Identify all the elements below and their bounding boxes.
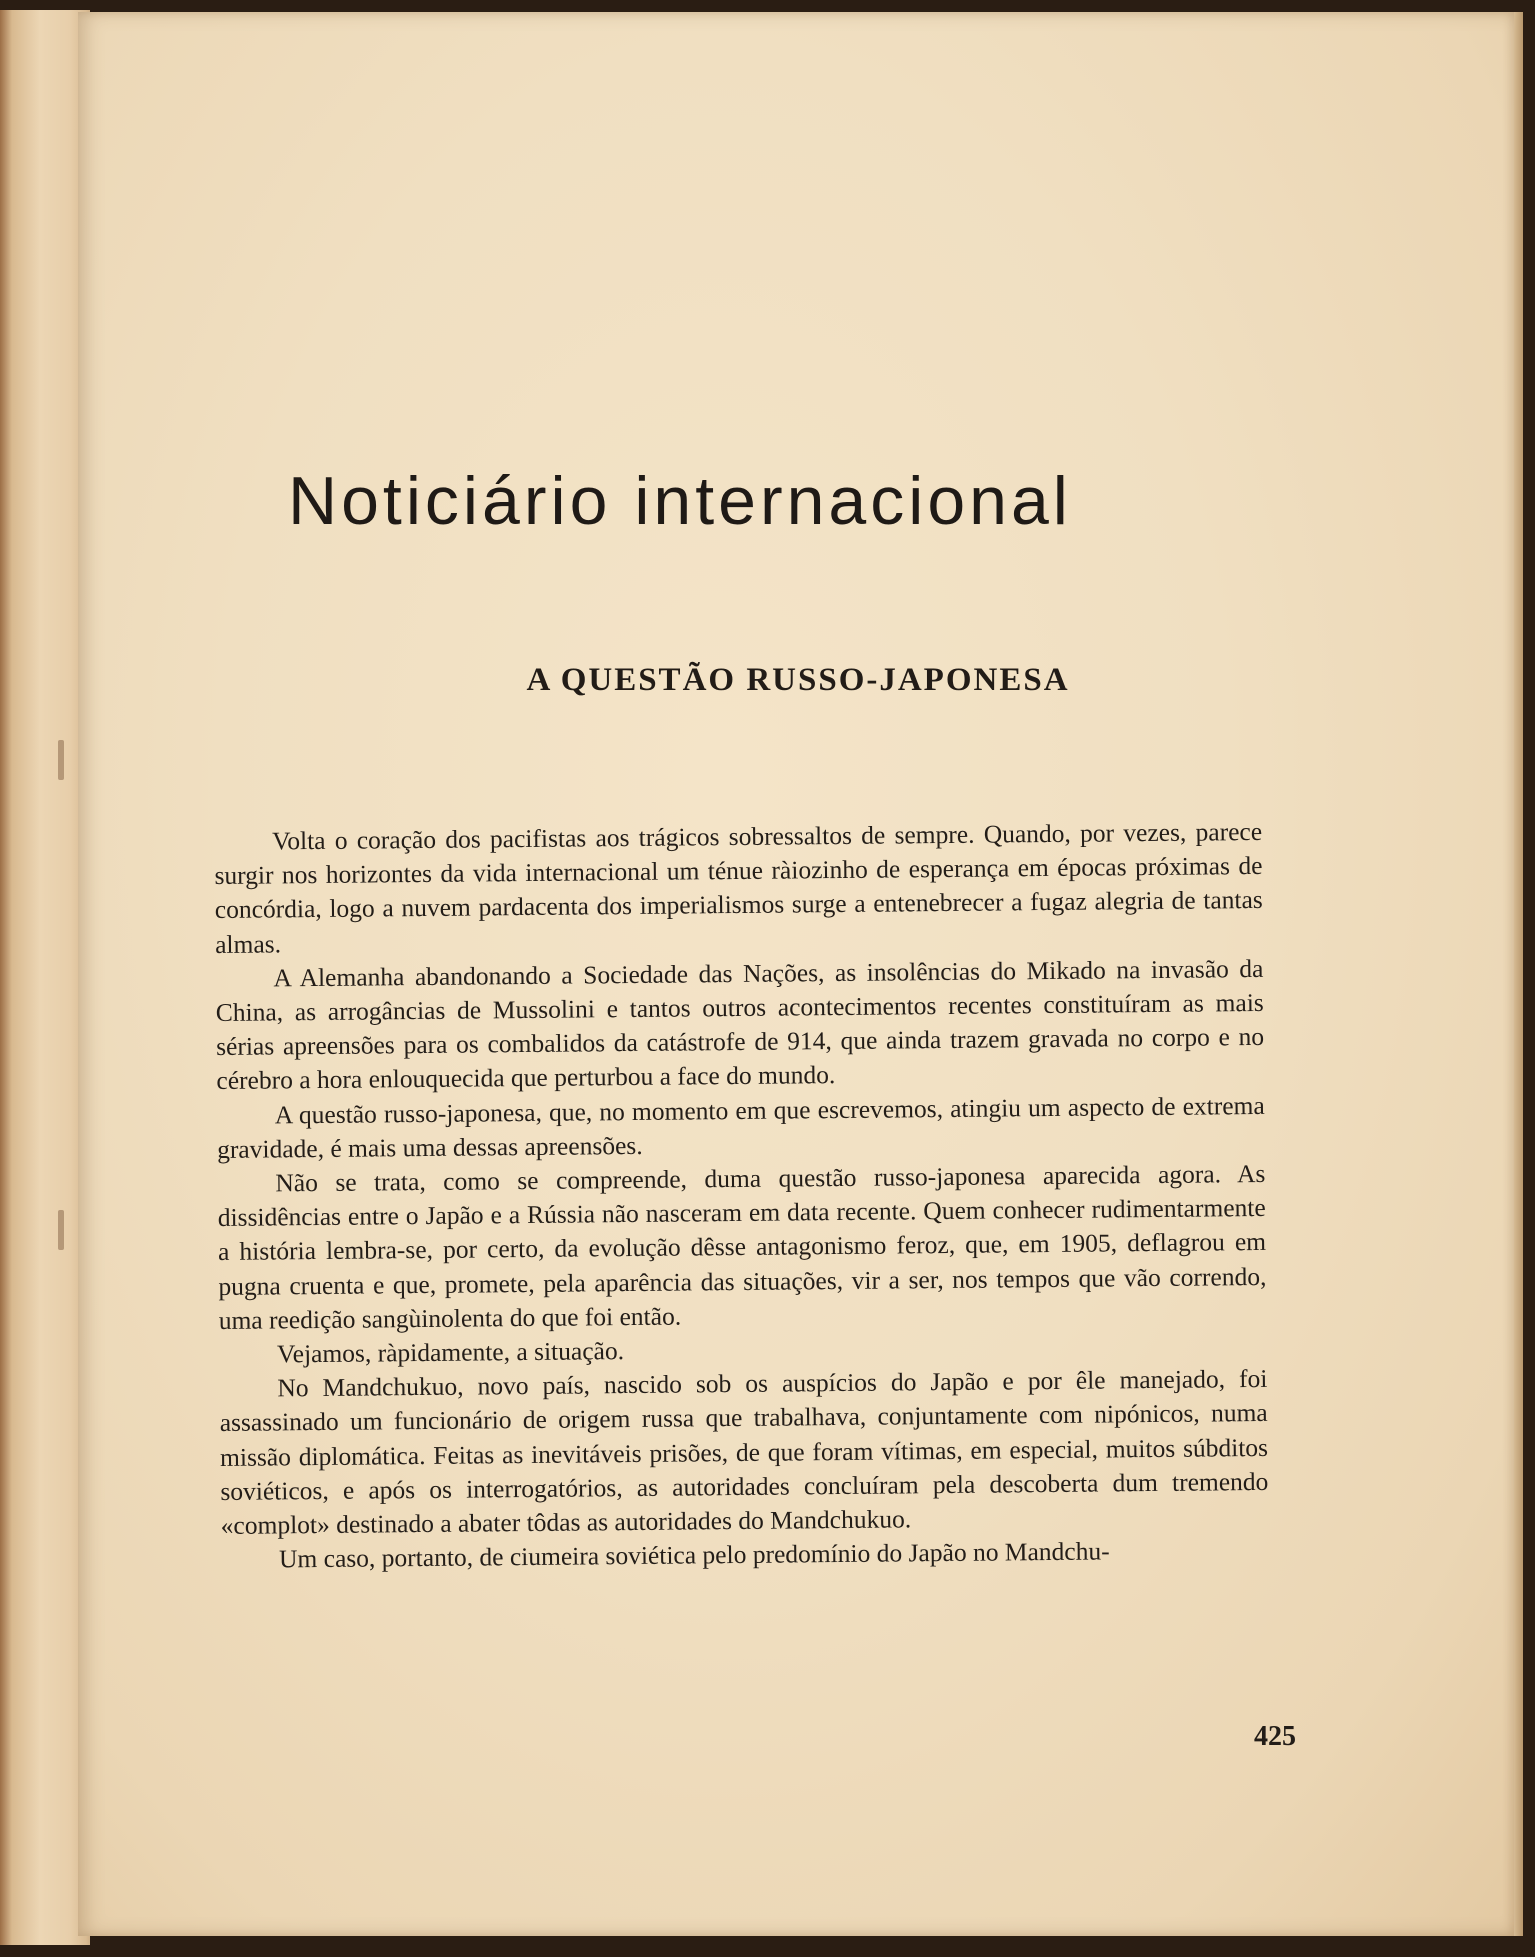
binding-stitch: [58, 1210, 64, 1250]
page-title: Noticiário internacional: [288, 463, 1072, 539]
paragraph: No Mandchukuo, novo país, nascido sob os auspícios do Japão e por êle manejado, foi assassinado um funcionário de origem russa que trabalhava, conjuntamente com nipónicos, numa missão diplomática. Feitas as inevitáveis prisões, de que foram vítimas, em especial, muitos súbditos soviéticos, e após os interrogatórios, as autoridades concluíram pela descoberta dum tremendo «complot» destinado a abater tôdas as autoridades do Mandchukuo.: [219, 1364, 1269, 1541]
binding-stitch: [58, 740, 64, 780]
page-number: 425: [1254, 1721, 1296, 1752]
page-sheet: [78, 12, 1514, 1936]
section-heading: A QUESTÃO RUSSO-JAPONESA: [526, 662, 1070, 698]
page-edge: [1513, 12, 1523, 1936]
article-body: [214, 815, 1269, 1577]
paragraph: Volta o coração dos pacifistas aos trágicos sobressaltos de sempre. Quando, por vezes, parece surgir nos horizontes da vida internacional um ténue ràiozinho de esperança em épocas próximas de concórdia, logo a nuvem pardacenta dos imperialismos surge a entenebrecer a fugaz alegria de tantas almas.: [214, 816, 1263, 959]
paragraph: Não se trata, como se compreende, duma questão russo-japonesa aparecida agora. As dissidências entre o Japão e a Rússia não nasceram em data recente. Quem conhecer rudimentarmente a história lembra-se, por certo, da evolução dêsse antagonismo feroz, que, em 1905, deflagrou em pugna cruenta e que, promete, pela aparência das situações, vir a ser, nos tempos que vão correndo, uma reedição sangùinolenta do que foi então.: [217, 1158, 1267, 1335]
paragraph: Vejamos, ràpidamente, a situação.: [276, 1336, 625, 1369]
paragraph: Um caso, portanto, de ciumeira soviética pelo predomínio do Japão no Mandchu-: [278, 1536, 1110, 1574]
paragraph: A questão russo-japonesa, que, no momento em que escrevemos, atingiu um aspecto de extrema gravidade, é mais uma dessas apreensões.: [216, 1090, 1265, 1164]
paragraph: A Alemanha abandonando a Sociedade das Nações, as insolências do Mikado na invasão da China, as arrogâncias de Mussolini e tantos outros acontecimentos recentes constituíram as mais sérias apreensões para os combalidos da catástrofe de 914, que ainda trazem gravada no corpo e no cérebro a hora enlouquecida que perturbou a face do mundo.: [215, 953, 1265, 1096]
book-spine: [0, 10, 90, 1945]
